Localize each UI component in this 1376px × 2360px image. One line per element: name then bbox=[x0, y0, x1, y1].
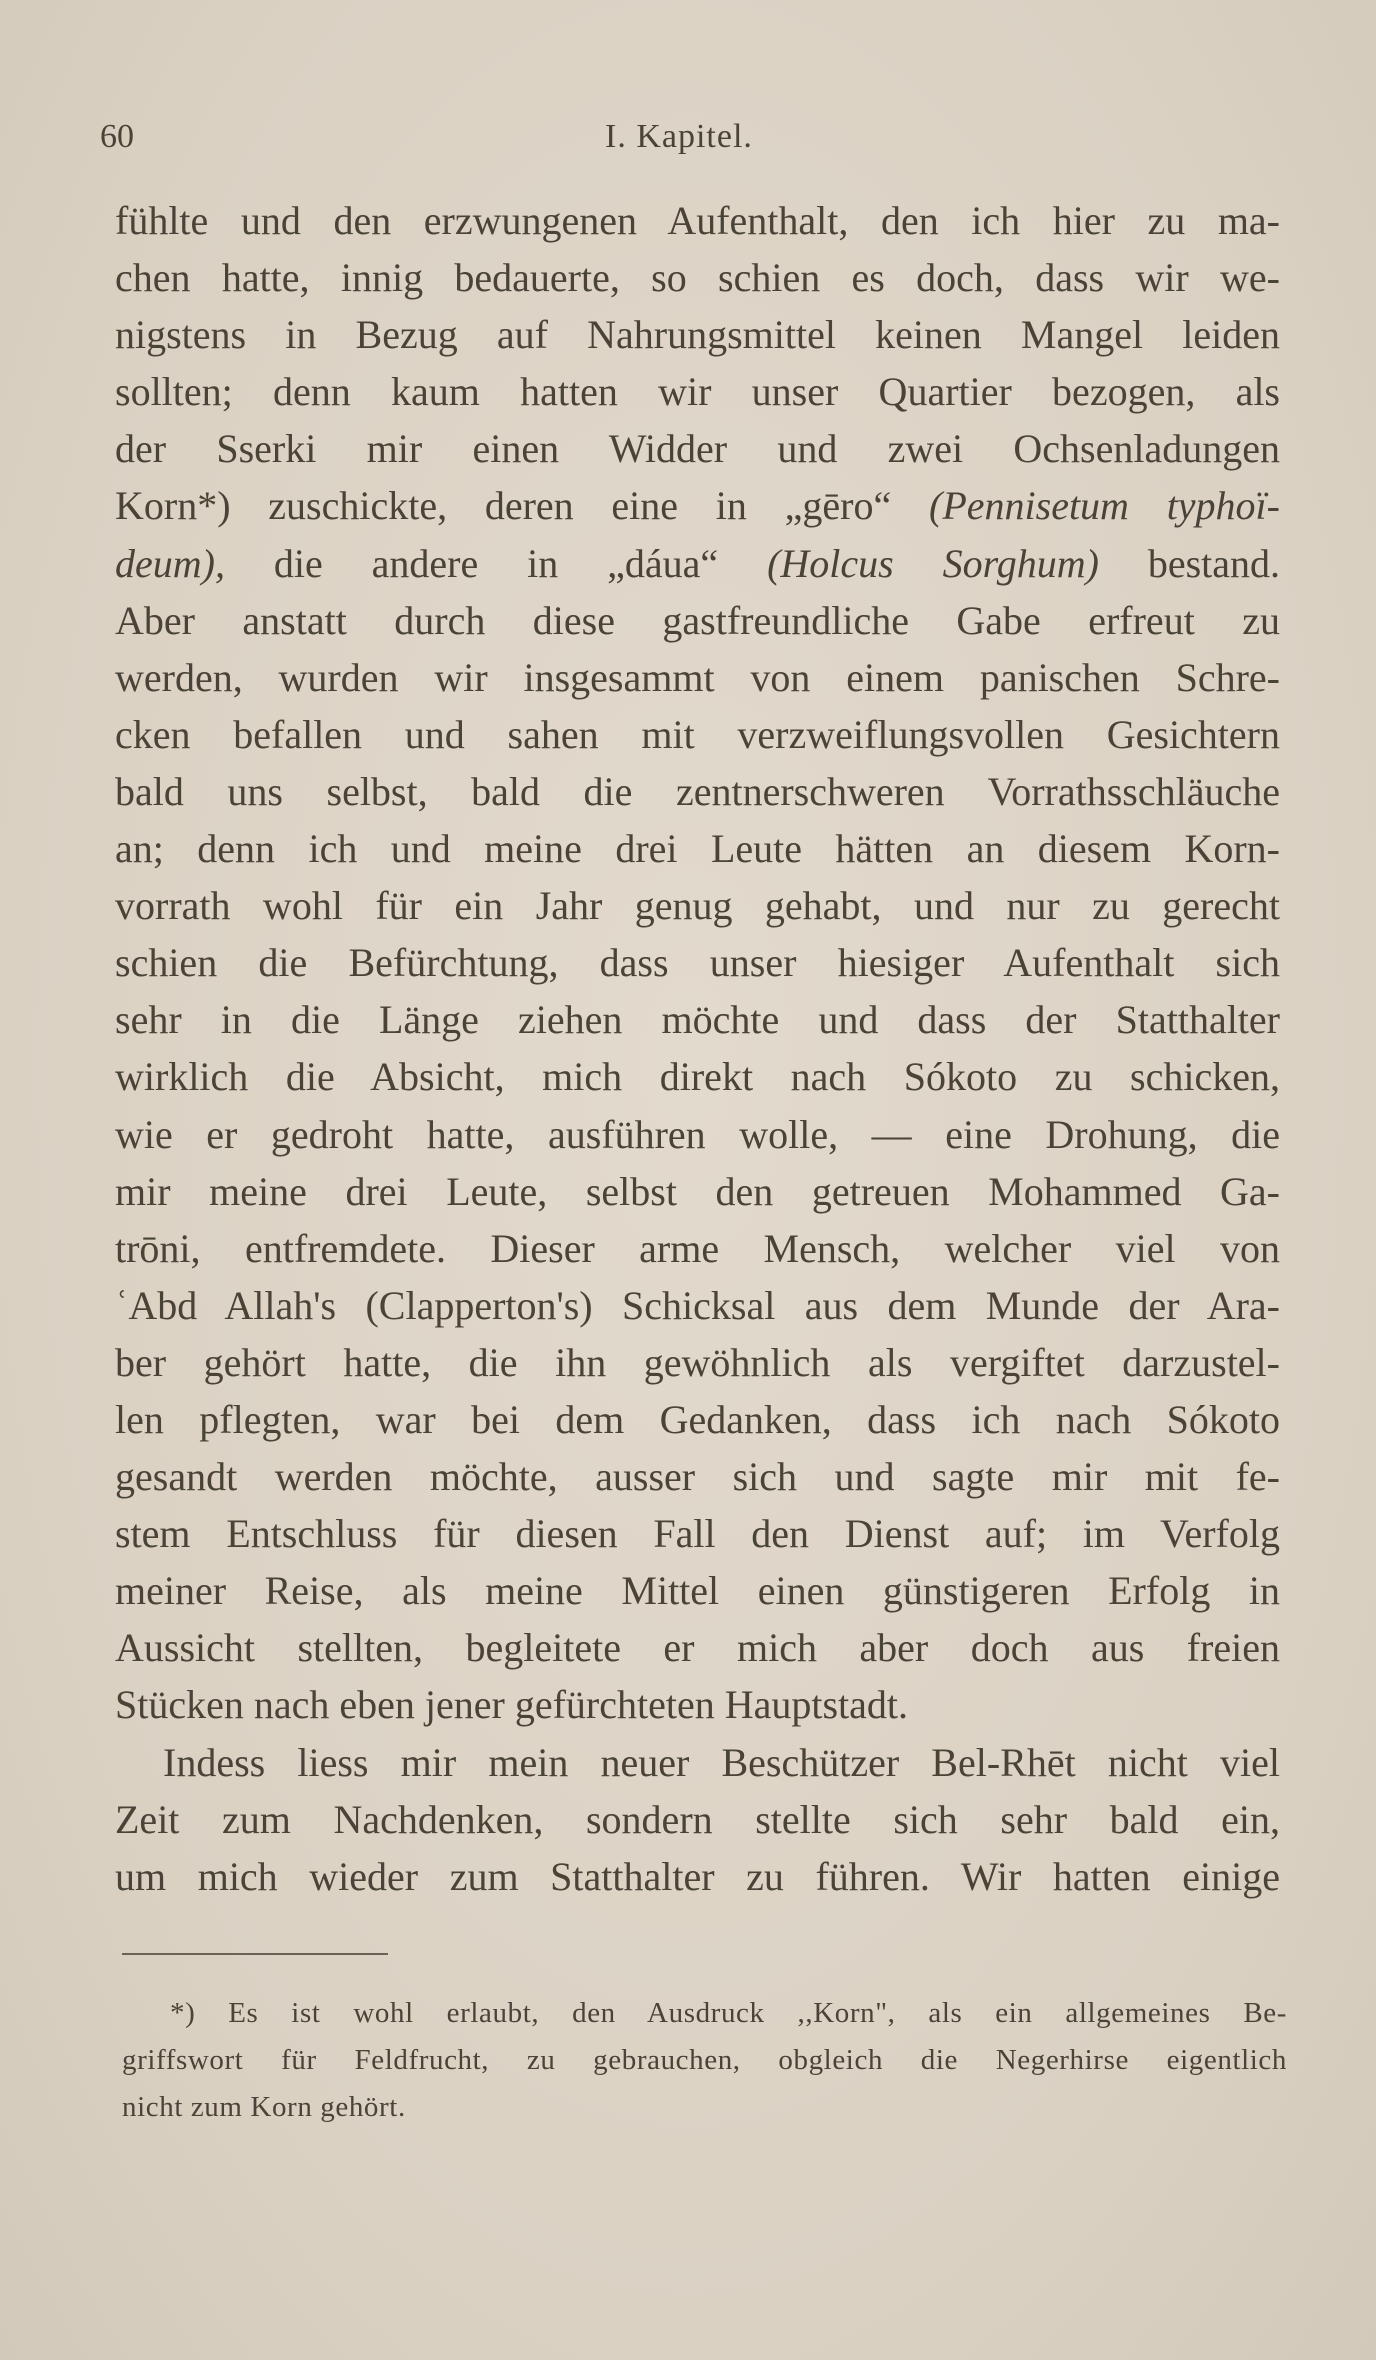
text-line: ber gehört hatte, die ihn gewöhnlich als vergiftet darzustel- bbox=[115, 1339, 1280, 1385]
text-line: vorrath wohl für ein Jahr genug gehabt, und nur zu gerecht bbox=[115, 883, 1280, 929]
text-line: fühlte und den erzwungenen Aufenthalt, den ich hier zu ma- bbox=[115, 198, 1280, 243]
text-line: sehr in die Länge ziehen möchte und dass der Statthalter bbox=[115, 997, 1280, 1043]
text-line: der Sserki mir einen Widder und zwei Ochsenladungen bbox=[115, 426, 1280, 472]
footnote-line: *) Es ist wohl erlaubt, den Ausdruck ,,Korn", als ein allgemeines Be- bbox=[170, 1997, 1287, 2029]
running-head: I. Kapitel. bbox=[605, 118, 753, 155]
text-line: bald uns selbst, bald die zentnerschweren Vorrathsschläuche bbox=[115, 768, 1280, 814]
page-header bbox=[100, 118, 1260, 168]
text-line: sollten; denn kaum hatten wir unser Quartier bezogen, als bbox=[115, 369, 1280, 415]
text-line: cken befallen und sahen mit verzweiflungsvollen Gesichtern bbox=[115, 711, 1280, 757]
text-line bbox=[115, 535, 1280, 592]
text-line: Indess liess mir mein neuer Beschützer Bel-Rhēt nicht viel bbox=[163, 1739, 1280, 1785]
text-line: trōni, entfremdete. Dieser arme Mensch, welcher viel von bbox=[115, 1225, 1280, 1271]
text-line: nigstens in Bezug auf Nahrungsmittel keinen Mangel leiden bbox=[115, 312, 1280, 358]
text-line: wirklich die Absicht, mich direkt nach Sókoto zu schicken, bbox=[115, 1054, 1280, 1100]
italic-botanical-name: (Pennisetum typhoï- bbox=[929, 483, 1280, 529]
text-line: len pflegten, war bei dem Gedanken, dass ich nach Sókoto bbox=[115, 1396, 1280, 1442]
text-line: Aussicht stellten, begleitete er mich aber doch aus freien bbox=[115, 1625, 1280, 1671]
footnote-separator bbox=[122, 1953, 388, 1955]
text-line: ʿAbd Allah's (Clapperton's) Schicksal aus dem Munde der Ara- bbox=[115, 1282, 1280, 1328]
text-line: wie er gedroht hatte, ausführen wolle, — eine Drohung, die bbox=[115, 1111, 1280, 1157]
text-line: um mich wieder zum Statthalter zu führen. Wir hatten einige bbox=[115, 1853, 1280, 1899]
italic-botanical-name: deum), bbox=[115, 540, 225, 586]
text-line: an; denn ich und meine drei Leute hätten an diesem Korn- bbox=[115, 826, 1280, 872]
text-line: mir meine drei Leute, selbst den getreuen Mohammed Ga- bbox=[115, 1168, 1280, 1214]
paragraph-1 bbox=[115, 192, 1280, 1734]
text-line: Aber anstatt durch diese gastfreundliche Gabe erfreut zu bbox=[115, 597, 1280, 643]
text-line: Zeit zum Nachdenken, sondern stellte sich sehr bald ein, bbox=[115, 1796, 1280, 1842]
footnote bbox=[122, 1990, 1287, 2131]
text-line: stem Entschluss für diesen Fall den Dienst auf; im Verfolg bbox=[115, 1511, 1280, 1557]
text-line: schien die Befürchtung, dass unser hiesiger Aufenthalt sich bbox=[115, 940, 1280, 986]
footnote-line: nicht zum Korn gehört. bbox=[122, 2091, 406, 2123]
text-line bbox=[115, 477, 1280, 534]
text-line: Stücken nach eben jener gefürchteten Hauptstadt. bbox=[115, 1682, 909, 1728]
text-line: werden, wurden wir insgesammt von einem panischen Schre- bbox=[115, 654, 1280, 700]
page-number: 60 bbox=[100, 118, 134, 155]
text-line: gesandt werden möchte, ausser sich und sagte mir mit fe- bbox=[115, 1454, 1280, 1500]
text-line: meiner Reise, als meine Mittel einen günstigeren Erfolg in bbox=[115, 1568, 1280, 1614]
text-segment: Korn*) zuschickte, deren eine in „gēro“ bbox=[115, 483, 929, 529]
text-line: chen hatte, innig bedauerte, so schien es doch, dass wir we- bbox=[115, 255, 1280, 301]
footnote-line: griffswort für Feldfrucht, zu gebrauchen, obgleich die Negerhirse eigentlich bbox=[122, 2044, 1287, 2076]
paragraph-2 bbox=[115, 1734, 1280, 1905]
body-text bbox=[115, 192, 1280, 1905]
text-segment: die andere in „dáua“ bbox=[224, 540, 768, 586]
italic-botanical-name: (Holcus Sorghum) bbox=[767, 540, 1099, 586]
text-segment: bestand. bbox=[1098, 540, 1281, 586]
